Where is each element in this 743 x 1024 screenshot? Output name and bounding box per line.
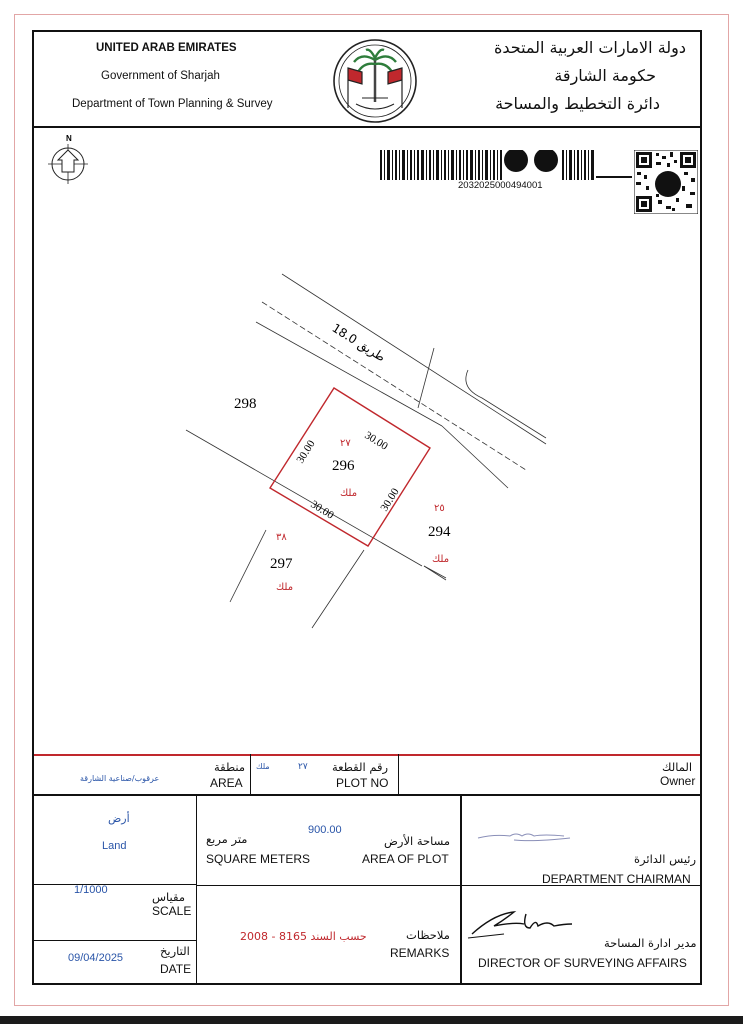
grid-rule	[34, 794, 700, 796]
map-boundary-line	[442, 426, 508, 488]
remarks-label-english: REMARKS	[390, 946, 450, 960]
neighbour-298-number: 298	[234, 396, 257, 412]
signature-icon	[464, 904, 584, 944]
plot-no-arabic: ٢٧	[340, 438, 351, 449]
scale-label-arabic: مقياس	[152, 890, 185, 904]
grid-rule	[34, 754, 700, 756]
neighbour-294-arabic: ٢٥	[434, 503, 445, 514]
scale-label-english: SCALE	[152, 904, 192, 918]
area-of-plot-value: 900.00	[308, 824, 342, 836]
area-value: عرقوب/صناعية الشارقة	[80, 774, 160, 783]
map-boundary-line	[424, 566, 446, 580]
dim-bottom: 30.00	[308, 498, 336, 522]
director-label-arabic: مدير ادارة المساحة	[604, 936, 697, 950]
header-ar-country: دولة الامارات العربية المتحدة	[493, 38, 686, 57]
sqm-label-arabic: متر مربع	[206, 832, 248, 846]
neighbour-297-arabic: ٣٨	[276, 532, 287, 543]
neighbour-297-status: ملك	[276, 582, 294, 593]
barcode-number: 2032025000494001	[458, 180, 543, 191]
grid-rule	[34, 940, 196, 941]
dim-right: 30.00	[378, 486, 402, 514]
road-centerline	[262, 302, 526, 470]
header-ar-government: حكومة الشارقة	[554, 66, 656, 85]
date-value: 09/04/2025	[68, 952, 124, 964]
plot-number: 296	[332, 458, 355, 474]
area-label-english: AREA	[210, 776, 243, 790]
document-frame	[32, 30, 702, 985]
date-label-english: DATE	[160, 962, 192, 976]
header-en-department: Department of Town Planning & Survey	[72, 98, 273, 110]
scale-value: 1/1000	[74, 884, 108, 896]
neighbour-294-number: 294	[428, 524, 451, 540]
map-boundary-line	[312, 550, 364, 628]
owner-label-english: Owner	[660, 774, 696, 788]
map-boundary-line	[230, 530, 266, 602]
date-label-arabic: التاريخ	[160, 944, 190, 958]
grid-rule	[398, 754, 399, 794]
land-english: Land	[102, 840, 127, 852]
grid-rule	[34, 884, 196, 885]
road-edge	[466, 370, 546, 438]
remarks-value: حسب السند 8165 - 2008	[240, 930, 367, 943]
neighbour-294-status: ملك	[432, 554, 450, 565]
chairman-label-english: DEPARTMENT CHAIRMAN	[542, 872, 691, 886]
plot-value: ٢٧	[298, 762, 308, 772]
plot-map	[34, 32, 700, 752]
area-of-plot-label-english: AREA OF PLOT	[362, 852, 449, 866]
plot-status: ملك	[340, 488, 358, 499]
owner-label-arabic: المالك	[662, 760, 693, 774]
header-en-government: Government of Sharjah	[101, 70, 220, 82]
north-label: N	[66, 134, 72, 143]
road-label: طريق 18.0	[329, 320, 388, 365]
area-label-arabic: منطقة	[214, 760, 246, 774]
land-arabic: أرض	[108, 812, 130, 825]
grid-rule	[250, 754, 251, 794]
plot-value-status: ملك	[256, 762, 270, 771]
remarks-label-arabic: ملاحظات	[406, 928, 450, 942]
header-en-country: UNITED ARAB EMIRATES	[96, 42, 237, 54]
grid-rule	[460, 794, 462, 983]
road-edge	[418, 348, 434, 408]
plot-label-arabic: رقم القطعة	[332, 760, 389, 774]
director-label-english: DIRECTOR OF SURVEYING AFFAIRS	[478, 956, 687, 970]
signature-icon	[474, 824, 574, 848]
dim-left: 30.00	[294, 438, 318, 466]
dim-top: 30.00	[362, 429, 390, 453]
bottom-band	[0, 1016, 743, 1024]
grid-rule	[196, 794, 197, 983]
header-ar-department: دائرة التخطيط والمساحة	[495, 94, 660, 113]
sqm-label-english: SQUARE METERS	[206, 852, 311, 866]
neighbour-297-number: 297	[270, 556, 293, 572]
grid-rule	[196, 885, 460, 886]
plot-label-english: PLOT NO	[336, 776, 389, 790]
chairman-label-arabic: رئيس الدائرة	[634, 852, 697, 866]
details-table	[34, 754, 700, 983]
area-of-plot-label-arabic: مساحة الأرض	[384, 834, 451, 848]
